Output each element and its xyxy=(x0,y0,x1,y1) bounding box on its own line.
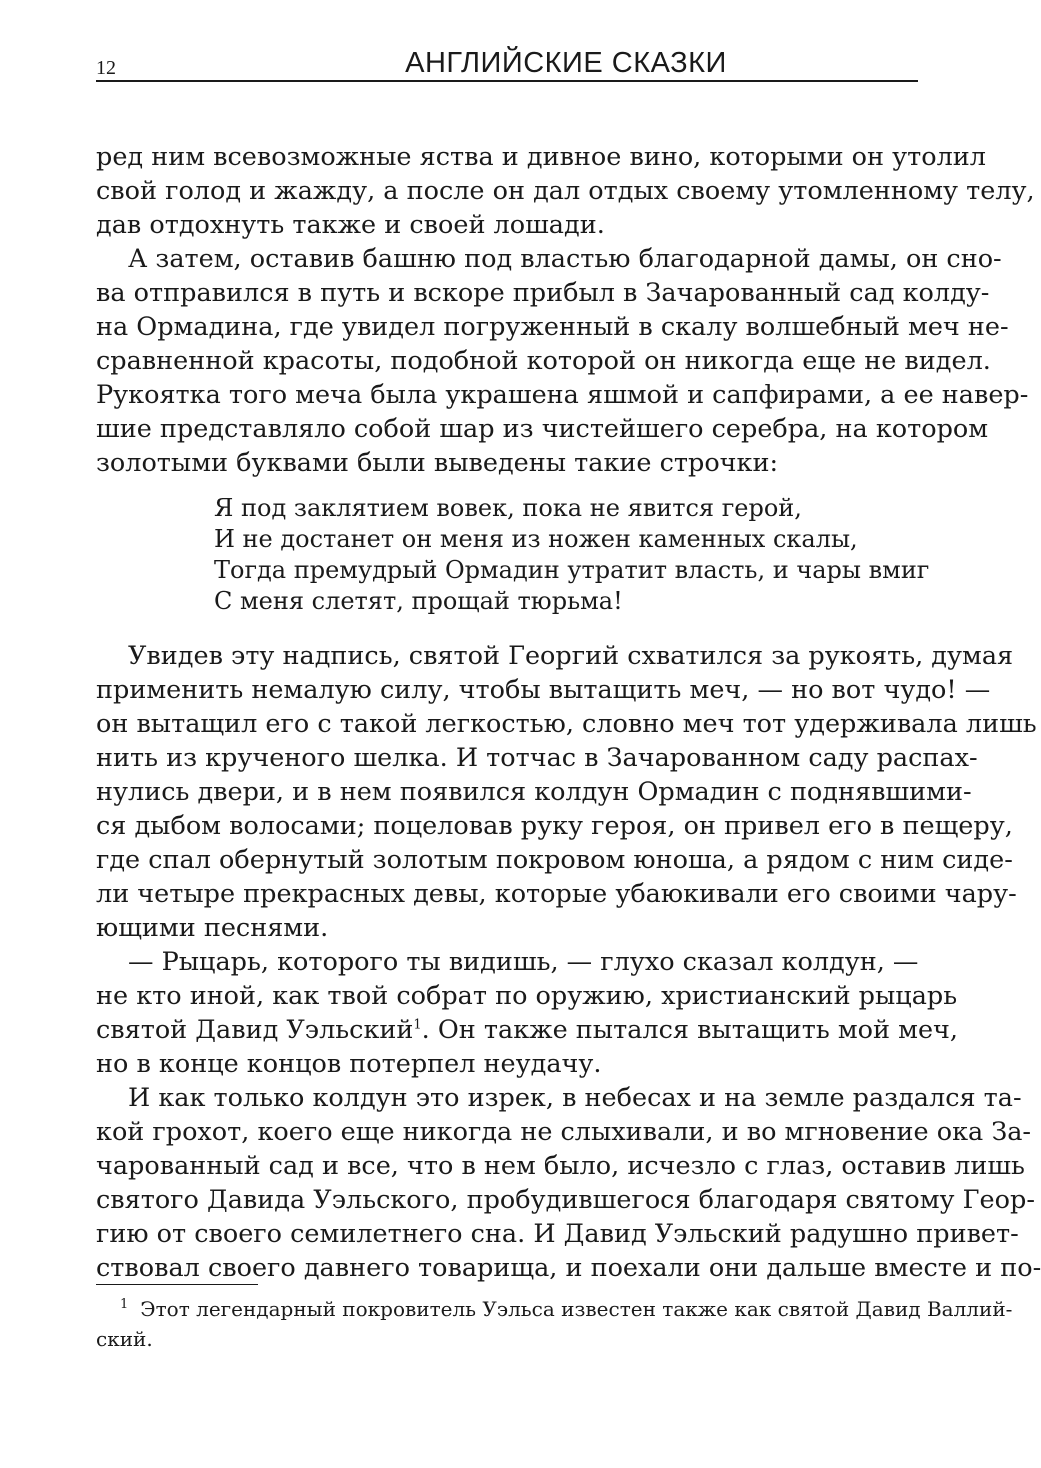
verse-line: Я под заклятием вовек, пока не явится герой, xyxy=(214,494,802,522)
running-head xyxy=(96,44,918,80)
text-line: А затем, оставив башню под властью благодарной дамы, он сно- xyxy=(128,244,1002,274)
text-line: — Рыцарь, которого ты видишь, — глухо сказал колдун, — xyxy=(128,947,919,977)
text-line: ющими песнями. xyxy=(96,913,329,943)
paragraph-4-dialogue xyxy=(96,945,959,1081)
text-line: кой грохот, коего еще никогда не слыхивали, и во мгновение ока За- xyxy=(96,1117,1032,1147)
verse-inscription xyxy=(214,493,930,617)
text-line: на Ормадина, где увидел погруженный в скалу волшебный меч не- xyxy=(96,312,1009,342)
text-line: ли четыре прекрасных девы, которые убаюкивали его своими чару- xyxy=(96,879,1017,909)
text-line: не кто иной, как твой собрат по оружию, христианский рыцарь xyxy=(96,981,958,1011)
text-line: применить немалую силу, чтобы вытащить меч, — но вот чудо! — xyxy=(96,675,991,705)
header-rule xyxy=(96,80,918,82)
text-line: шие представляло собой шар из чистейшего серебра, на котором xyxy=(96,414,989,444)
text-line: нулись двери, и в нем появился колдун Ормадин с поднявшими- xyxy=(96,777,972,807)
text-line: И как только колдун это изрек, в небесах и на земле раздался та- xyxy=(128,1083,1022,1113)
text-line: ствовал своего давнего товарища, и поехали они дальше вместе и по- xyxy=(96,1253,1041,1283)
text-line: дав отдохнуть также и своей лошади. xyxy=(96,210,605,240)
text-line: Рукоятка того меча была украшена яшмой и сапфирами, а ее навер- xyxy=(96,380,1029,410)
footnote-reference[interactable]: 1 xyxy=(413,1017,422,1033)
footnote xyxy=(96,1294,1013,1354)
paragraph-2 xyxy=(96,242,1029,480)
paragraph-5 xyxy=(96,1081,1041,1285)
text-line: сравненной красоты, подобной которой он никогда еще не видел. xyxy=(96,346,991,376)
paragraph-3 xyxy=(96,639,1037,945)
text-line: нить из крученого шелка. И тотчас в Зачарованном саду распах- xyxy=(96,743,978,773)
footnote-rule xyxy=(96,1284,258,1285)
paragraph-1 xyxy=(96,140,1035,242)
text-line: где спал обернутый золотым покровом юноша, а рядом с ним сиде- xyxy=(96,845,1013,875)
footnote-marker: 1 xyxy=(120,1297,129,1313)
verse-line: Тогда премудрый Ормадин утратит власть, и чары вмиг xyxy=(214,556,930,584)
text-fragment: святой Давид Уэльский xyxy=(96,1015,414,1045)
verse-line: С меня слетят, прощай тюрьма! xyxy=(214,587,623,615)
text-line: святого Давида Уэльского, пробудившегося благодаря святому Геор- xyxy=(96,1185,1035,1215)
text-line: чарованный сад и все, что в нем было, исчезло с глаз, оставив лишь xyxy=(96,1151,1025,1181)
text-line xyxy=(96,1013,959,1047)
footnote-text: Этот легендарный покровитель Уэльса известен также как святой Давид Валлий- xyxy=(140,1297,1013,1321)
text-line: свой голод и жажду, а после он дал отдых своему утомленному телу, xyxy=(96,176,1035,206)
footnote-line xyxy=(96,1294,1013,1324)
text-line: он вытащил его с такой легкостью, словно меч тот удерживала лишь xyxy=(96,709,1037,739)
text-line: ред ним всевозможные яства и дивное вино, которыми он утолил xyxy=(96,142,986,172)
running-title: АНГЛИЙСКИЕ СКАЗКИ xyxy=(405,47,727,79)
main-text xyxy=(96,140,1041,1285)
text-line: ся дыбом волосами; поцеловав руку героя, он привел его в пещеру, xyxy=(96,811,1013,841)
text-line: ва отправился в путь и вскоре прибыл в Зачарованный сад колду- xyxy=(96,278,990,308)
footnote-line: ский. xyxy=(96,1327,153,1351)
text-fragment: . Он также пытался вытащить мой меч, xyxy=(421,1015,959,1045)
text-line: золотыми буквами были выведены такие строчки: xyxy=(96,448,779,478)
page-number: 12 xyxy=(96,57,116,79)
verse-line: И не достанет он меня из ножен каменных скалы, xyxy=(214,525,858,553)
text-line: Увидев эту надпись, святой Георгий схватился за рукоять, думая xyxy=(128,641,1014,671)
text-line: но в конце концов потерпел неудачу. xyxy=(96,1049,602,1079)
text-line: гию от своего семилетнего сна. И Давид Уэльский радушно привет- xyxy=(96,1219,1019,1249)
